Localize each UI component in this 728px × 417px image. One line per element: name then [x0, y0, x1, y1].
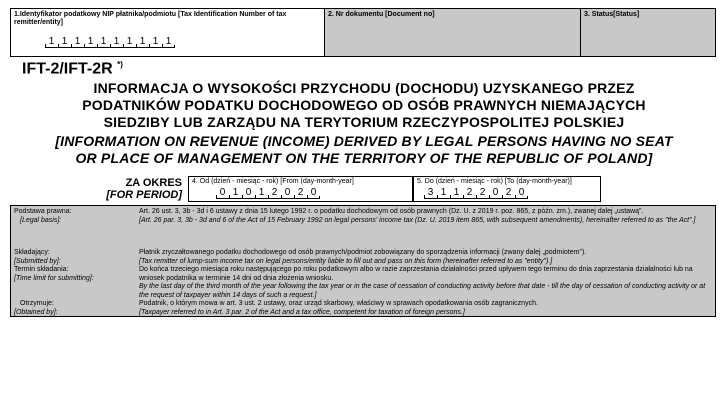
- form-code-text: IFT-2/IFT-2R: [22, 60, 113, 78]
- recipient-text-en: [Taxpayer referred to in Art. 3 par. 2 of the Act and a tax office, competent for taxation of foreign persons.]: [139, 308, 465, 316]
- digit-cell: 0: [307, 187, 320, 199]
- recipient-label-en: [Obtained by]:: [14, 308, 58, 316]
- recipient-text-pl: Podatnik, o którym mowa w art. 3 ust. 2 ustawy, oraz urząd skarbowy, właściwy w sprawach opodatkowania osób zagranicznych.: [139, 300, 538, 307]
- digit-cell: 2: [463, 187, 476, 199]
- title-en-line-1: [INFORMATION ON REVENUE (INCOME) DERIVED BY LEGAL PERSONS HAVING NO SEAT: [55, 133, 673, 149]
- title-en-line-2: OR PLACE OF MANAGEMENT ON THE TERRITORY OF THE REPUBLIC OF POLAND]: [75, 150, 653, 166]
- deadline-label: Termin składania:: [14, 266, 69, 273]
- digit-cell: 0: [216, 187, 229, 199]
- submitted-text-en: [Tax remitter of lump-sum income tax on legal persons/entity liable to fill out and pass on this form (hereinafter referred to as "entity").]: [139, 257, 553, 265]
- form-code: [22, 60, 123, 78]
- recipient-label: Otrzymuje:: [20, 300, 54, 307]
- digit-cell: 0: [281, 187, 294, 199]
- period-from-field[interactable]: [188, 176, 413, 202]
- digit-cell: 1: [97, 36, 110, 48]
- period-from-label: 4. Od (dzień - miesiąc - rok) [From (day-month-year]: [192, 178, 354, 185]
- period-from-digits: [216, 187, 320, 199]
- taxpayer-id-field[interactable]: [11, 9, 325, 56]
- status-field: [581, 9, 715, 56]
- period-label-pl: ZA OKRES: [125, 177, 182, 189]
- document-number-field: [325, 9, 581, 56]
- form-header: [10, 8, 716, 57]
- digit-cell: 1: [136, 36, 149, 48]
- digit-cell: 1: [450, 187, 463, 199]
- info-table: [10, 205, 716, 317]
- title-pl-line-1: INFORMACJA O WYSOKOŚCI PRZYCHODU (DOCHODU) UZYSKANEGO PRZEZ: [93, 80, 635, 96]
- legal-basis-text-pl: Art. 26 ust. 3, 3b - 3d i 6 ustawy z dnia 15 lutego 1992 r. o podatku dochodowym od osób prawnych (Dz. U. z 2019 r. poz. 865, z późn. zm.), zwanej dalej „ustawą".: [139, 208, 644, 215]
- digit-cell: 1: [255, 187, 268, 199]
- digit-cell: 1: [71, 36, 84, 48]
- status-label: 3. Status[Status]: [584, 11, 640, 18]
- title-pl-line-2: PODATNIKÓW PODATKU DOCHODOWEGO OD OSÓB PRAWNYCH NIEMAJĄCYCH: [82, 97, 646, 113]
- digit-cell: 1: [45, 36, 58, 48]
- digit-cell: 0: [515, 187, 528, 199]
- digit-cell: 1: [110, 36, 123, 48]
- digit-cell: 0: [242, 187, 255, 199]
- digit-cell: 2: [294, 187, 307, 199]
- period-to-field[interactable]: [413, 176, 601, 202]
- digit-cell: 1: [58, 36, 71, 48]
- legal-basis-label: Podstawa prawna:: [14, 208, 72, 215]
- digit-cell: 1: [149, 36, 162, 48]
- document-number-label: 2. Nr dokumentu [Document no]: [328, 11, 435, 18]
- digit-cell: 1: [229, 187, 242, 199]
- digit-cell: 1: [84, 36, 97, 48]
- period-label: [60, 177, 182, 201]
- taxpayer-id-label: 1.Identyfikator podatkowy NIP płatnika/podmiotu [Tax Identification Number of tax remitter/entity]: [14, 11, 287, 26]
- legal-basis-text-en: [Art. 26 par. 3, 3b - 3d and 6 of the Act of 15 February 1992 on legal persons' income tax (Dz. U. 2019 item 865, with subsequent amendments), hereinafter referred to as "the Act".]: [139, 216, 696, 224]
- digit-cell: 1: [437, 187, 450, 199]
- digit-cell: 1: [123, 36, 136, 48]
- taxpayer-id-digits: [45, 36, 175, 48]
- digit-cell: 2: [502, 187, 515, 199]
- period-label-en: [FOR PERIOD]: [106, 189, 182, 201]
- deadline-text-en: By the last day of the third month of the year following the tax year or in the case of cessation of conducting activity before that date - till the day of cessation of conducting activity or at the request of taxpayer within 14 days of such a request.]: [139, 283, 706, 299]
- submitted-label-en: [Submitted by]:: [14, 257, 61, 265]
- digit-cell: 2: [268, 187, 281, 199]
- digit-cell: 3: [424, 187, 437, 199]
- deadline-text-pl: Do końca trzeciego miesiąca roku następującego po roku podatkowym albo w razie zaprzestania działalności przed upływem tego terminu do dnia zaprzestania działalności lub na wniosek podatnika w terminie 14 dni od dnia złożenia wniosku.: [139, 266, 693, 282]
- deadline-label-en: [Time limit for submitting]:: [14, 274, 94, 282]
- legal-basis-label-en: [Legal basis]:: [20, 216, 62, 224]
- period-to-label: 5. Do (dzień - miesiąc - rok) [To (day-month-year)]: [417, 178, 572, 185]
- submitted-label: Składający:: [14, 249, 50, 256]
- form-code-footnote-mark: *): [117, 60, 123, 69]
- title-pl-line-3: SIEDZIBY LUB ZARZĄDU NA TERYTORIUM RZECZYPOSPOLITEJ POLSKIEJ: [103, 114, 625, 130]
- period-to-digits: [424, 187, 528, 199]
- digit-cell: 2: [476, 187, 489, 199]
- digit-cell: 0: [489, 187, 502, 199]
- digit-cell: 1: [162, 36, 175, 48]
- submitted-text-pl: Płatnik zryczałtowanego podatku dochodowego od osób prawnych/podmiot zobowiązany do sporządzenia informacji (zwany dalej „podmiotem").: [139, 249, 587, 256]
